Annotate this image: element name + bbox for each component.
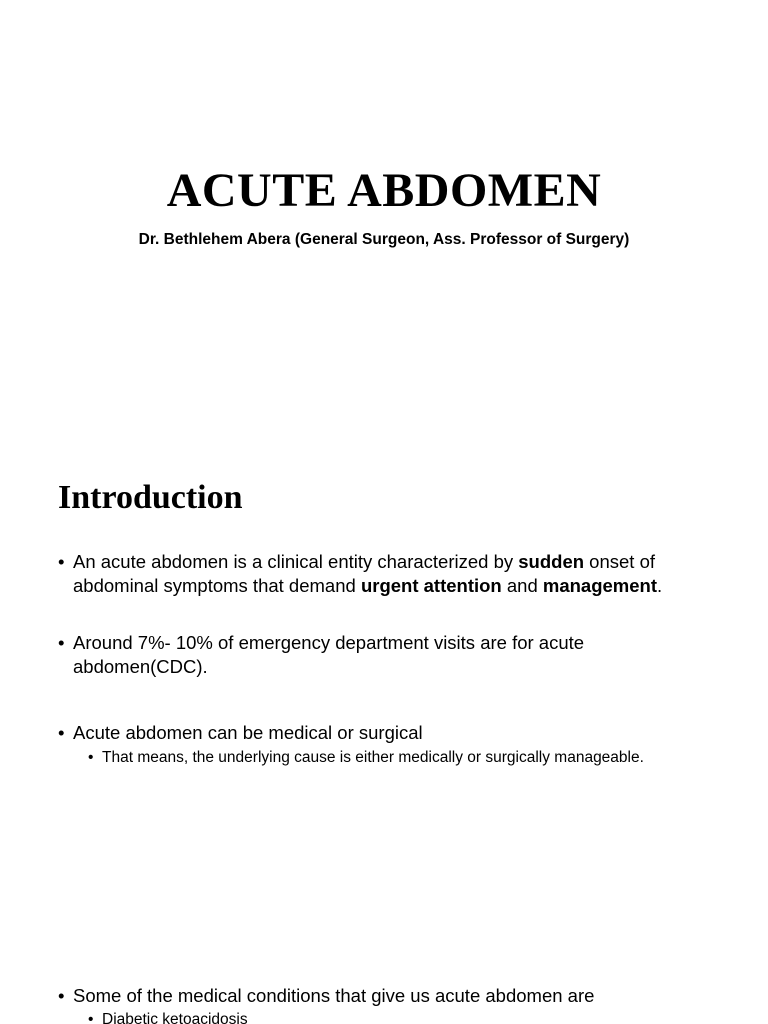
title-slide bbox=[0, 0, 768, 432]
section-heading: Introduction bbox=[58, 479, 243, 516]
bullet-marker: • bbox=[58, 551, 65, 572]
bullet-text: Around 7%- 10% of emergency department visits are for acute abdomen(CDC). bbox=[73, 632, 585, 677]
bold-text: urgent attention bbox=[360, 575, 502, 596]
bullet-marker: • bbox=[58, 985, 65, 1006]
bullet-marker: • bbox=[88, 1011, 94, 1024]
bullet-text: Some of the medical conditions that give us acute abdomen are bbox=[73, 985, 595, 1006]
sub-bullet-text: That means, the underlying cause is either medically or surgically manageable. bbox=[102, 749, 644, 766]
sub-bullet-item bbox=[88, 748, 648, 768]
slide-title: ACUTE ABDOMEN bbox=[166, 164, 602, 217]
bullet-item bbox=[58, 550, 708, 598]
text-run: An acute abdomen is a clinical entity characterized by bbox=[73, 551, 519, 572]
bullet-text: Acute abdomen can be medical or surgical bbox=[73, 722, 423, 743]
bullet-item bbox=[58, 631, 708, 679]
bullet-marker: • bbox=[88, 749, 94, 766]
bullet-text bbox=[58, 550, 708, 598]
sub-bullet-text: Diabetic ketoacidosis bbox=[102, 1011, 248, 1024]
slide-subtitle: Dr. Bethlehem Abera (General Surgeon, Ass. Professor of Surgery) bbox=[138, 231, 630, 248]
bold-text: sudden bbox=[518, 551, 585, 572]
bullet-marker: • bbox=[58, 632, 65, 653]
sub-bullet-item bbox=[88, 1010, 648, 1024]
bullet-item bbox=[58, 721, 708, 745]
bullet-item bbox=[58, 984, 708, 1008]
introduction-slide bbox=[0, 432, 768, 1024]
bold-text: management bbox=[542, 575, 658, 596]
text-run: . bbox=[657, 575, 663, 596]
text-run: and bbox=[501, 575, 543, 596]
text-run: onset of abdominal symptoms that demand bbox=[73, 551, 656, 596]
bullet-marker: • bbox=[58, 722, 65, 743]
